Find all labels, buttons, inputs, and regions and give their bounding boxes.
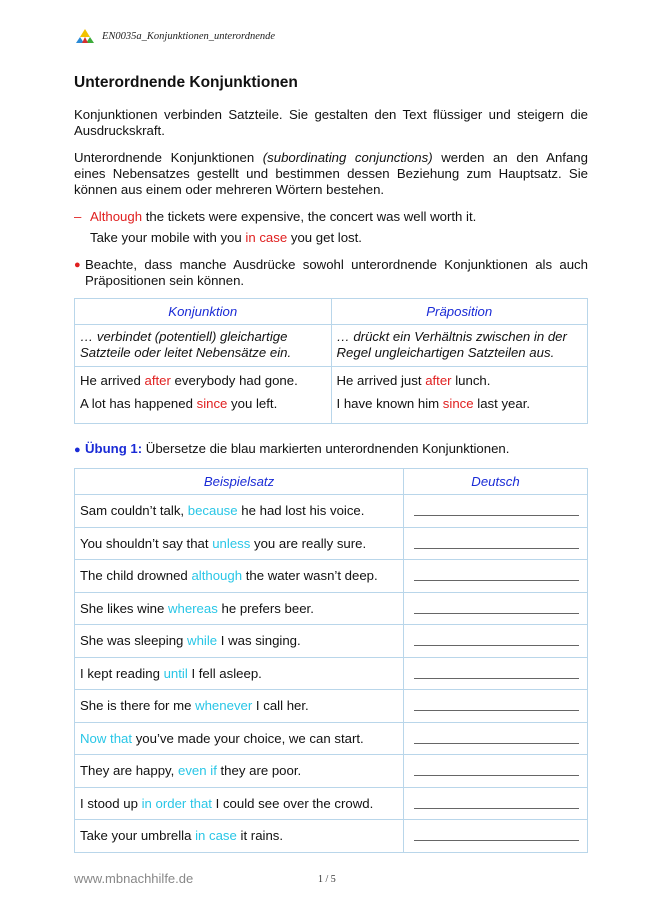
answer-blank-line[interactable]	[414, 808, 579, 809]
exercise-heading: ● Übung 1: Übersetze die blau markierten unterordnenden Konjunktionen.	[74, 441, 510, 456]
table-row	[75, 787, 588, 820]
description-cell: … verbindet (potentiell) gleichartige Satzteile oder leitet Nebensätze ein.	[75, 325, 332, 367]
answer-blank-line[interactable]	[414, 645, 579, 646]
answer-blank-line[interactable]	[414, 580, 579, 581]
translation-answer-cell[interactable]	[404, 495, 588, 528]
example-sentence-cell: Sam couldn’t talk, because he had lost his voice.	[75, 495, 404, 528]
example-sentence: A lot has happened since you left.	[80, 396, 278, 411]
description-cell: … drückt ein Verhältnis zwischen in der Regel ungleichartigen Satzteilen aus.	[331, 325, 588, 367]
answer-blank-line[interactable]	[414, 840, 579, 841]
column-header-praeposition: Präposition	[331, 299, 588, 325]
comparison-table	[74, 298, 588, 424]
highlighted-conjunction: in case	[195, 828, 237, 844]
intro-paragraph-1: Konjunktionen verbinden Satzteile. Sie gestalten den Text flüssiger und steigern die Ausdruckskraft.	[74, 107, 588, 138]
page-title: Unterordnende Konjunktionen	[74, 74, 298, 91]
example-sentence-cell: They are happy, even if they are poor.	[75, 755, 404, 788]
example-sentence-cell: Now that you’ve made your choice, we can start.	[75, 722, 404, 755]
translation-answer-cell[interactable]	[404, 722, 588, 755]
table-row	[75, 820, 588, 853]
highlighted-conjunction: whereas	[167, 600, 218, 616]
table-row	[75, 722, 588, 755]
highlighted-conjunction: whenever	[195, 698, 253, 714]
table-row	[75, 755, 588, 788]
answer-blank-line[interactable]	[414, 613, 579, 614]
example-line: Take your mobile with you in case you get lost.	[90, 230, 362, 245]
examples-cell	[331, 367, 588, 424]
example-sentence: I have known him since last year.	[336, 396, 531, 411]
highlighted-conjunction: Now that	[80, 730, 133, 746]
examples-cell	[75, 367, 332, 424]
highlighted-conjunction: even if	[178, 763, 217, 779]
table-row	[75, 657, 588, 690]
exercise-table	[74, 468, 588, 853]
answer-blank-line[interactable]	[414, 678, 579, 679]
worksheet-content	[74, 74, 588, 853]
table-row	[75, 592, 588, 625]
intro-paragraph-2: Unterordnende Konjunktionen (subordinating conjunctions) werden an den Anfang eines Nebensatzes gestellt und bestimmen dessen Beziehung zum Hauptsatz. Sie können aus einem oder mehreren Wörtern bestehen.	[74, 150, 588, 197]
page-header	[76, 27, 275, 45]
column-header-beispielsatz: Beispielsatz	[75, 469, 404, 495]
example-sentence-cell: She likes wine whereas he prefers beer.	[75, 592, 404, 625]
example-sentence-cell: You shouldn’t say that unless you are really sure.	[75, 527, 404, 560]
highlighted-conjunction: although	[191, 568, 243, 584]
highlighted-conjunction: in case	[245, 230, 288, 245]
colored-triangles-logo-icon	[76, 29, 94, 43]
answer-blank-line[interactable]	[414, 775, 579, 776]
answer-blank-line[interactable]	[414, 515, 579, 516]
example-list	[74, 209, 588, 246]
table-row	[75, 560, 588, 593]
highlighted-conjunction: until	[163, 665, 188, 681]
translation-answer-cell[interactable]	[404, 592, 588, 625]
page-number: 1 / 5	[318, 874, 336, 885]
dash-marker: –	[74, 209, 82, 224]
example-sentence-cell: Take your umbrella in case it rains.	[75, 820, 404, 853]
note-paragraph: ● Beachte, dass manche Ausdrücke sowohl unterordnende Konjunktionen als auch Präpositionen sein können.	[74, 257, 588, 288]
translation-answer-cell[interactable]	[404, 820, 588, 853]
translation-answer-cell[interactable]	[404, 787, 588, 820]
translation-answer-cell[interactable]	[404, 527, 588, 560]
translation-answer-cell[interactable]	[404, 560, 588, 593]
example-sentence-cell: I kept reading until I fell asleep.	[75, 657, 404, 690]
highlighted-conjunction: while	[187, 633, 218, 649]
answer-blank-line[interactable]	[414, 710, 579, 711]
example-sentence: He arrived after everybody had gone.	[80, 373, 298, 388]
example-line: – Although the tickets were expensive, the concert was well worth it.	[74, 209, 477, 224]
example-sentence-cell: I stood up in order that I could see over the crowd.	[75, 787, 404, 820]
table-row	[75, 625, 588, 658]
table-row	[75, 495, 588, 528]
document-id: EN0035a_Konjunktionen_unterordnende	[102, 30, 276, 42]
translation-answer-cell[interactable]	[404, 657, 588, 690]
table-row	[75, 690, 588, 723]
highlighted-conjunction: unless	[212, 535, 251, 551]
answer-blank-line[interactable]	[414, 548, 579, 549]
example-sentence-cell: She was sleeping while I was singing.	[75, 625, 404, 658]
column-header-deutsch: Deutsch	[404, 469, 588, 495]
translation-answer-cell[interactable]	[404, 690, 588, 723]
red-bullet-icon: ●	[74, 259, 81, 271]
footer-url: www.mbnachhilfe.de	[74, 871, 194, 886]
column-header-konjunktion: Konjunktion	[75, 299, 332, 325]
example-sentence-cell: The child drowned although the water wasn’t deep.	[75, 560, 404, 593]
highlighted-conjunction: in order that	[141, 795, 212, 811]
answer-blank-line[interactable]	[414, 743, 579, 744]
translation-answer-cell[interactable]	[404, 625, 588, 658]
example-sentence: He arrived just after lunch.	[336, 373, 491, 388]
example-sentence-cell: She is there for me whenever I call her.	[75, 690, 404, 723]
blue-bullet-icon: ●	[74, 444, 81, 456]
highlighted-conjunction: because	[187, 503, 238, 519]
translation-answer-cell[interactable]	[404, 755, 588, 788]
table-row	[75, 527, 588, 560]
highlighted-conjunction: Although	[90, 209, 143, 224]
